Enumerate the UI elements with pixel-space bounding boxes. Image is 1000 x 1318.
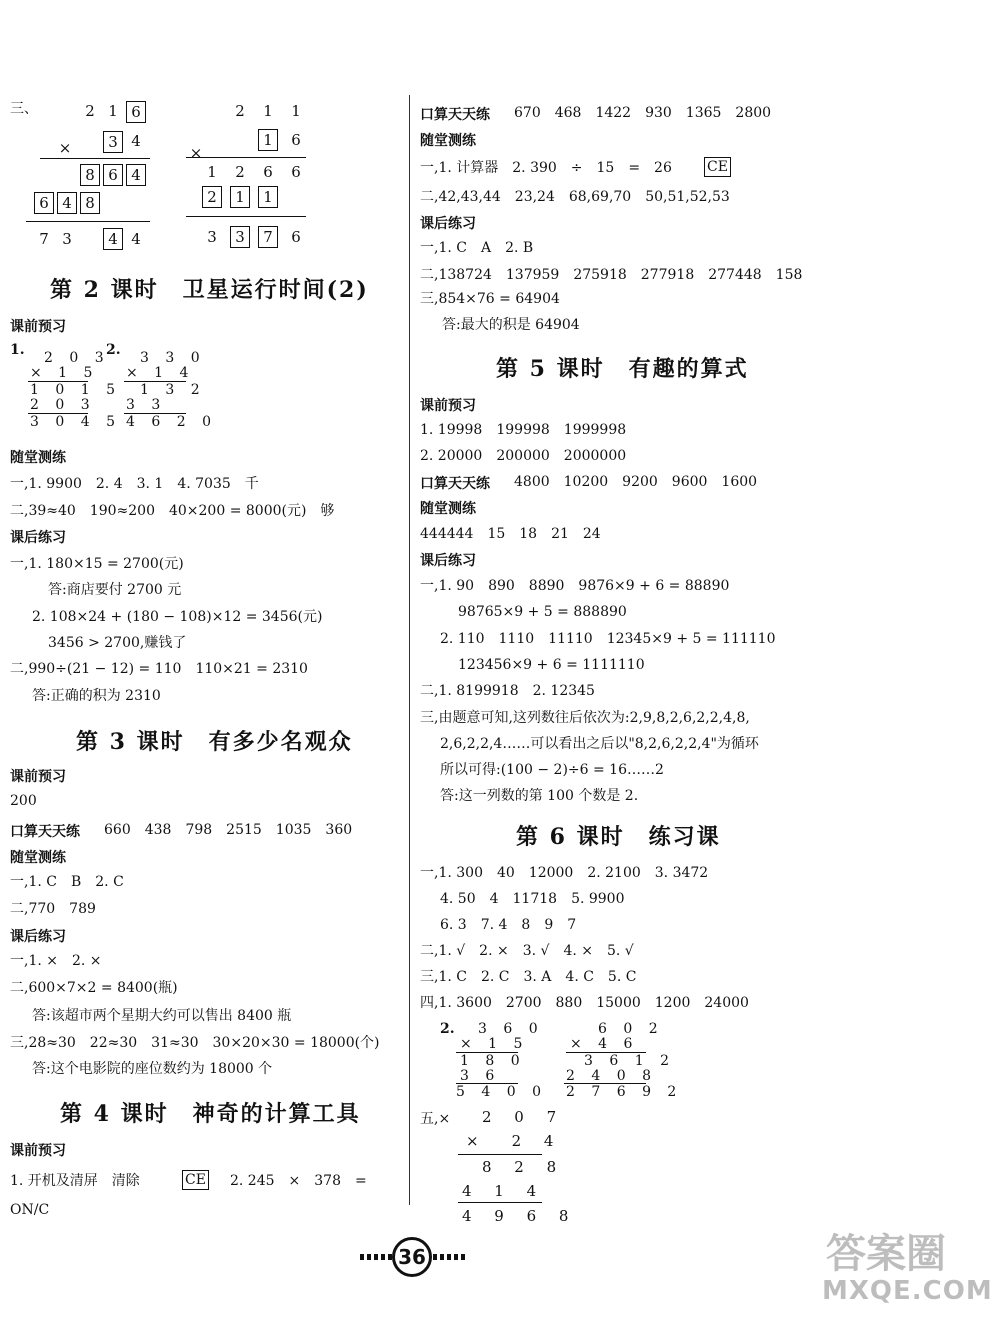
item-label: 2. [440,1021,455,1037]
ce-key: CE [182,1170,209,1190]
section-heading: 课后练习 [10,530,66,546]
answer-box: 8 [80,164,100,186]
answer-line: 答:正确的积为 2310 [32,688,161,704]
answer-line: 二,1. 8199918 2. 12345 [420,683,595,699]
item-label: 五,× [420,1111,451,1127]
answer-line: 二,600×7×2 = 8400(瓶) [10,980,178,996]
answer-line: 二,770 789 [10,901,96,917]
answer-line: 一,1. 300 40 12000 2. 2100 3. 3472 [420,865,709,881]
page-number-ornament-left [360,1254,392,1260]
item-label: 1. [10,342,25,358]
answer-box: 1 [258,186,278,208]
answer-box: 4 [103,228,123,250]
answer-box: 3 [230,226,250,248]
lesson-2-title: 第 2 课时 卫星运行时间(2) [50,277,369,303]
answer-box: 1 [230,186,250,208]
lesson-5-title: 第 5 课时 有趣的算式 [496,356,749,382]
answer-line: 一,1. C A 2. B [420,240,534,256]
answer-box: 3 [103,131,123,153]
answer-line: 123456×9 + 6 = 1111110 [458,657,645,673]
answer-line: 670 468 1422 930 1365 2800 [514,105,772,121]
watermark-url: MXQE.COM [822,1276,993,1306]
section-heading: 口算天天练 [420,107,490,123]
answer-line: 二,990÷(21 − 12) = 110 110×21 = 2310 [10,661,308,677]
answer-line: 200 [10,793,37,809]
section-heading: 随堂测练 [10,850,66,866]
lesson-6-title: 第 6 课时 练习课 [516,824,721,850]
answer-line: 3456 > 2700,赚钱了 [48,635,187,651]
answer-box: 8 [80,192,100,214]
answer-line: 答:最大的积是 64904 [442,317,580,333]
answer-line: 答:这一列数的第 100 个数是 2. [440,788,639,804]
answer-box: 7 [258,226,278,248]
answer-box: 1 [258,129,278,151]
lesson-4-title: 第 4 课时 神奇的计算工具 [60,1101,361,1127]
section-heading: 随堂测练 [420,501,476,517]
section-heading: 口算天天练 [420,476,490,492]
item-label: 2. [106,342,121,358]
ce-key: CE [704,157,731,177]
answer-line: 4. 50 4 11718 5. 9900 [440,891,625,907]
answer-line: 444444 15 18 21 24 [420,526,601,542]
section-heading: 随堂测练 [10,450,66,466]
answer-line: 三,854×76 = 64904 [420,291,560,307]
section-heading: 课后练习 [10,929,66,945]
answer-line: 二,138724 137959 275918 277918 277448 158 [420,267,803,283]
section-heading: 课前预习 [420,398,476,414]
column-divider [409,95,410,1205]
answer-line: 二,1. √ 2. × 3. √ 4. × 5. √ [420,943,634,959]
answer-line: 2,6,2,2,4……可以看出之后以"8,2,6,2,2,4"为循环 [440,736,759,752]
answer-line: 660 438 798 2515 1035 360 [104,822,353,838]
section-heading: 课后练习 [420,216,476,232]
section-heading: 课前预习 [10,1143,66,1159]
answer-line: 一,1. 9900 2. 4 3. 1 4. 7035 千 [10,476,259,492]
page-number: 36 [392,1237,432,1277]
section-heading: 课前预习 [10,769,66,785]
answer-line: 一,1. 计算器 2. 390 ÷ 15 = 26 [420,160,672,176]
answer-box: 6 [34,192,54,214]
section-heading: 课前预习 [10,319,66,335]
answer-line: 所以可得:(100 − 2)÷6 = 16……2 [440,762,664,778]
section-heading: 随堂测练 [420,133,476,149]
answer-line: 98765×9 + 5 = 888890 [458,604,627,620]
answer-line: 2. 20000 200000 2000000 [420,448,627,464]
answer-line: 三,1. C 2. C 3. A 4. C 5. C [420,969,637,985]
answer-line: 三,28≈30 22≈30 31≈30 30×20×30 = 18000(个) [10,1035,380,1051]
answer-line: 2. 110 1110 11110 12345×9 + 5 = 111110 [440,631,776,647]
answer-line: 一,1. C B 2. C [10,874,124,890]
section-heading: 口算天天练 [10,824,80,840]
watermark-logo: 答案圈 [826,1231,946,1277]
lesson-3-title: 第 3 课时 有多少名观众 [76,729,353,755]
q3-label: 三、 [10,101,38,117]
answer-line: 二,39≈40 190≈200 40×200 = 8000(元) 够 [10,503,335,519]
answer-box: 4 [57,192,77,214]
section-heading: 课后练习 [420,553,476,569]
answer-line: 2. 108×24 + (180 − 108)×12 = 3456(元) [32,609,323,625]
answer-line: 答:这个电影院的座位数约为 18000 个 [32,1061,273,1077]
answer-line: 一,1. 90 890 8890 9876×9 + 6 = 88890 [420,578,730,594]
answer-box: 6 [126,101,146,123]
answer-line: ON/C [10,1202,50,1218]
answer-box: 6 [103,164,123,186]
answer-line: 四,1. 3600 2700 880 15000 1200 24000 [420,995,749,1011]
answer-line: 4800 10200 9200 9600 1600 [514,474,758,490]
answer-box: 2 [202,186,222,208]
answer-line: 二,42,43,44 23,24 68,69,70 50,51,52,53 [420,189,730,205]
answer-line: 三,由题意可知,这列数往后依次为:2,9,8,2,6,2,2,4,8, [420,710,750,726]
answer-box: 4 [126,164,146,186]
answer-line: 一,1. × 2. × [10,953,102,969]
answer-line: 1. 开机及清屏 清除 [10,1173,140,1189]
answer-line: 答:该超市两个星期大约可以售出 8400 瓶 [32,1008,292,1024]
page-number-ornament-right [433,1254,465,1260]
answer-line: 1. 19998 199998 1999998 [420,422,627,438]
answer-line: 2. 245 × 378 = [230,1173,367,1189]
answer-line: 一,1. 180×15 = 2700(元) [10,556,184,572]
answer-line: 6. 3 7. 4 8 9 7 [440,917,577,933]
answer-line: 答:商店要付 2700 元 [48,582,182,598]
